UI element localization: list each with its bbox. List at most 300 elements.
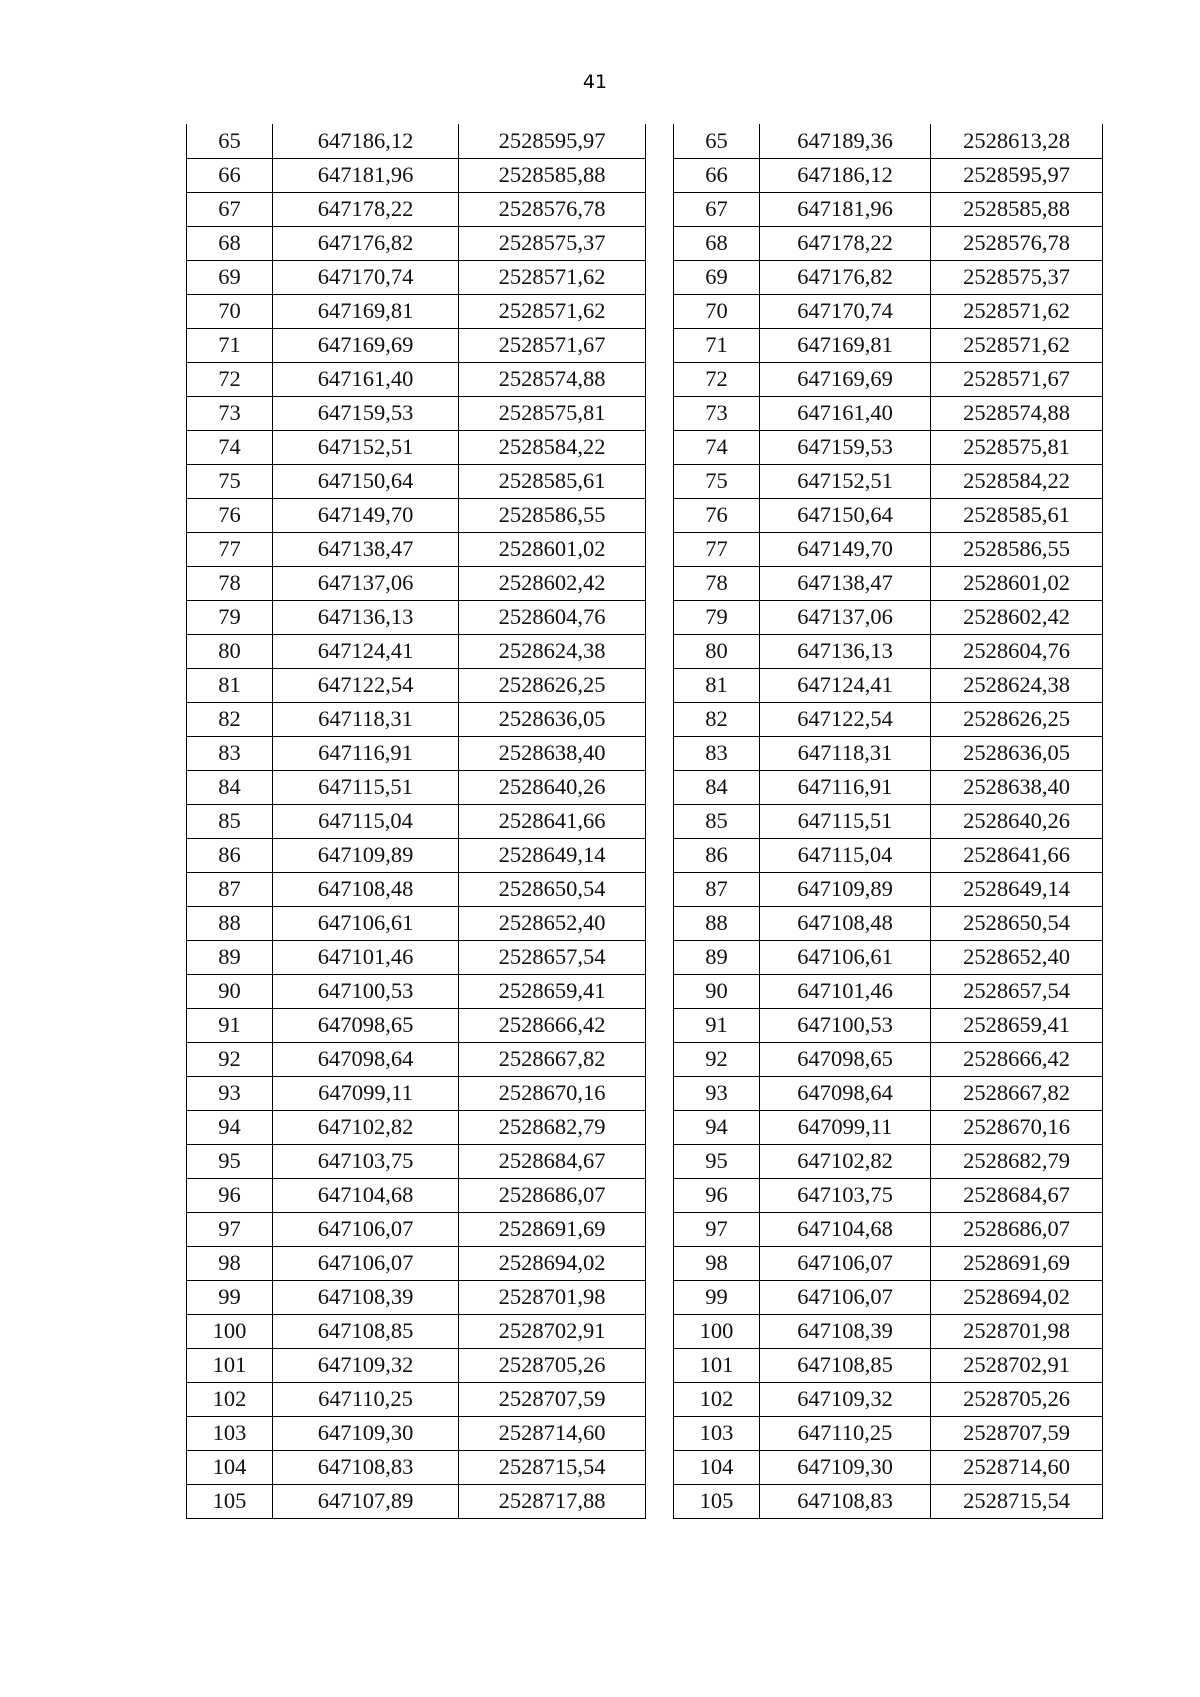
point-number-cell: 92	[187, 1042, 273, 1076]
x-coordinate-cell: 647098,64	[760, 1076, 931, 1110]
point-number-cell: 68	[674, 226, 760, 260]
table-row	[187, 1076, 646, 1110]
table-row	[674, 1280, 1103, 1314]
point-number-cell: 77	[674, 532, 760, 566]
y-coordinate-cell: 2528602,42	[931, 600, 1103, 634]
point-number-cell: 69	[187, 260, 273, 294]
y-coordinate-cell: 2528650,54	[931, 906, 1103, 940]
table-row	[674, 668, 1103, 702]
table-row	[674, 872, 1103, 906]
table-row	[674, 294, 1103, 328]
x-coordinate-cell: 647152,51	[273, 430, 459, 464]
table-row	[187, 1382, 646, 1416]
x-coordinate-cell: 647106,07	[273, 1246, 459, 1280]
point-number-cell: 82	[674, 702, 760, 736]
y-coordinate-cell: 2528670,16	[459, 1076, 646, 1110]
table-row	[674, 1042, 1103, 1076]
x-coordinate-cell: 647118,31	[273, 702, 459, 736]
y-coordinate-cell: 2528641,66	[459, 804, 646, 838]
x-coordinate-cell: 647108,39	[273, 1280, 459, 1314]
table-row	[187, 498, 646, 532]
x-coordinate-cell: 647170,74	[760, 294, 931, 328]
table-row	[674, 940, 1103, 974]
table-row	[674, 566, 1103, 600]
x-coordinate-cell: 647103,75	[760, 1178, 931, 1212]
y-coordinate-cell: 2528624,38	[459, 634, 646, 668]
x-coordinate-cell: 647108,39	[760, 1314, 931, 1348]
x-coordinate-cell: 647159,53	[760, 430, 931, 464]
x-coordinate-cell: 647176,82	[760, 260, 931, 294]
page-number: 41	[582, 71, 608, 93]
point-number-cell: 97	[674, 1212, 760, 1246]
point-number-cell: 72	[187, 362, 273, 396]
x-coordinate-cell: 647098,65	[760, 1042, 931, 1076]
y-coordinate-cell: 2528574,88	[459, 362, 646, 396]
table-row	[674, 464, 1103, 498]
x-coordinate-cell: 647106,61	[273, 906, 459, 940]
table-row	[187, 1246, 646, 1280]
y-coordinate-cell: 2528571,62	[931, 294, 1103, 328]
x-coordinate-cell: 647181,96	[760, 192, 931, 226]
y-coordinate-cell: 2528657,54	[459, 940, 646, 974]
x-coordinate-cell: 647149,70	[760, 532, 931, 566]
y-coordinate-cell: 2528667,82	[459, 1042, 646, 1076]
y-coordinate-cell: 2528604,76	[931, 634, 1103, 668]
point-number-cell: 68	[187, 226, 273, 260]
table-row	[674, 1348, 1103, 1382]
y-coordinate-cell: 2528595,97	[931, 158, 1103, 192]
x-coordinate-cell: 647116,91	[273, 736, 459, 770]
point-number-cell: 105	[674, 1484, 760, 1518]
point-number-cell: 91	[674, 1008, 760, 1042]
y-coordinate-cell: 2528571,62	[459, 294, 646, 328]
table-row	[187, 1348, 646, 1382]
table-row	[674, 498, 1103, 532]
table-row	[187, 1178, 646, 1212]
point-number-cell: 71	[674, 328, 760, 362]
y-coordinate-cell: 2528636,05	[931, 736, 1103, 770]
point-number-cell: 93	[187, 1076, 273, 1110]
table-row	[187, 1450, 646, 1484]
table-row	[187, 158, 646, 192]
table-row	[674, 1212, 1103, 1246]
point-number-cell: 73	[674, 396, 760, 430]
y-coordinate-cell: 2528585,61	[931, 498, 1103, 532]
y-coordinate-cell: 2528714,60	[459, 1416, 646, 1450]
x-coordinate-cell: 647152,51	[760, 464, 931, 498]
point-number-cell: 90	[187, 974, 273, 1008]
y-coordinate-cell: 2528691,69	[931, 1246, 1103, 1280]
y-coordinate-cell: 2528638,40	[931, 770, 1103, 804]
x-coordinate-cell: 647104,68	[760, 1212, 931, 1246]
x-coordinate-cell: 647109,32	[273, 1348, 459, 1382]
x-coordinate-cell: 647159,53	[273, 396, 459, 430]
x-coordinate-cell: 647106,61	[760, 940, 931, 974]
x-coordinate-cell: 647138,47	[273, 532, 459, 566]
x-coordinate-cell: 647169,81	[273, 294, 459, 328]
y-coordinate-cell: 2528575,37	[931, 260, 1103, 294]
x-coordinate-cell: 647101,46	[760, 974, 931, 1008]
table-row	[674, 770, 1103, 804]
y-coordinate-cell: 2528585,88	[931, 192, 1103, 226]
x-coordinate-cell: 647178,22	[273, 192, 459, 226]
table-row	[674, 1484, 1103, 1518]
y-coordinate-cell: 2528657,54	[931, 974, 1103, 1008]
x-coordinate-cell: 647108,83	[760, 1484, 931, 1518]
point-number-cell: 99	[187, 1280, 273, 1314]
x-coordinate-cell: 647110,25	[760, 1416, 931, 1450]
coordinates-table-left	[186, 124, 646, 1519]
y-coordinate-cell: 2528649,14	[931, 872, 1103, 906]
point-number-cell: 101	[674, 1348, 760, 1382]
y-coordinate-cell: 2528686,07	[459, 1178, 646, 1212]
y-coordinate-cell: 2528717,88	[459, 1484, 646, 1518]
y-coordinate-cell: 2528640,26	[459, 770, 646, 804]
table-row	[674, 736, 1103, 770]
point-number-cell: 95	[674, 1144, 760, 1178]
table-row	[674, 124, 1103, 158]
table-row	[187, 124, 646, 158]
table-row	[674, 396, 1103, 430]
table-row	[187, 226, 646, 260]
table-row	[187, 192, 646, 226]
point-number-cell: 67	[674, 192, 760, 226]
point-number-cell: 94	[187, 1110, 273, 1144]
y-coordinate-cell: 2528586,55	[459, 498, 646, 532]
y-coordinate-cell: 2528601,02	[931, 566, 1103, 600]
table-row	[674, 260, 1103, 294]
x-coordinate-cell: 647170,74	[273, 260, 459, 294]
point-number-cell: 98	[187, 1246, 273, 1280]
y-coordinate-cell: 2528684,67	[931, 1178, 1103, 1212]
y-coordinate-cell: 2528576,78	[459, 192, 646, 226]
y-coordinate-cell: 2528571,67	[931, 362, 1103, 396]
y-coordinate-cell: 2528575,81	[931, 430, 1103, 464]
y-coordinate-cell: 2528702,91	[459, 1314, 646, 1348]
point-number-cell: 91	[187, 1008, 273, 1042]
y-coordinate-cell: 2528701,98	[931, 1314, 1103, 1348]
point-number-cell: 97	[187, 1212, 273, 1246]
table-row	[674, 328, 1103, 362]
y-coordinate-cell: 2528707,59	[459, 1382, 646, 1416]
x-coordinate-cell: 647109,32	[760, 1382, 931, 1416]
point-number-cell: 89	[187, 940, 273, 974]
point-number-cell: 96	[674, 1178, 760, 1212]
point-number-cell: 88	[674, 906, 760, 940]
x-coordinate-cell: 647178,22	[760, 226, 931, 260]
y-coordinate-cell: 2528649,14	[459, 838, 646, 872]
coordinates-table-right	[673, 124, 1103, 1519]
point-number-cell: 87	[674, 872, 760, 906]
x-coordinate-cell: 647102,82	[760, 1144, 931, 1178]
x-coordinate-cell: 647103,75	[273, 1144, 459, 1178]
point-number-cell: 73	[187, 396, 273, 430]
table-row	[674, 158, 1103, 192]
point-number-cell: 92	[674, 1042, 760, 1076]
y-coordinate-cell: 2528715,54	[931, 1484, 1103, 1518]
y-coordinate-cell: 2528585,61	[459, 464, 646, 498]
y-coordinate-cell: 2528691,69	[459, 1212, 646, 1246]
y-coordinate-cell: 2528641,66	[931, 838, 1103, 872]
point-number-cell: 75	[187, 464, 273, 498]
x-coordinate-cell: 647122,54	[273, 668, 459, 702]
point-number-cell: 104	[674, 1450, 760, 1484]
x-coordinate-cell: 647106,07	[273, 1212, 459, 1246]
point-number-cell: 83	[187, 736, 273, 770]
point-number-cell: 101	[187, 1348, 273, 1382]
y-coordinate-cell: 2528571,62	[931, 328, 1103, 362]
y-coordinate-cell: 2528667,82	[931, 1076, 1103, 1110]
y-coordinate-cell: 2528705,26	[459, 1348, 646, 1382]
table-row	[187, 566, 646, 600]
point-number-cell: 102	[674, 1382, 760, 1416]
point-number-cell: 78	[674, 566, 760, 600]
table-row	[674, 600, 1103, 634]
x-coordinate-cell: 647169,81	[760, 328, 931, 362]
y-coordinate-cell: 2528670,16	[931, 1110, 1103, 1144]
x-coordinate-cell: 647122,54	[760, 702, 931, 736]
y-coordinate-cell: 2528707,59	[931, 1416, 1103, 1450]
y-coordinate-cell: 2528682,79	[459, 1110, 646, 1144]
x-coordinate-cell: 647136,13	[273, 600, 459, 634]
table-row	[674, 1450, 1103, 1484]
point-number-cell: 94	[674, 1110, 760, 1144]
x-coordinate-cell: 647099,11	[273, 1076, 459, 1110]
y-coordinate-cell: 2528638,40	[459, 736, 646, 770]
y-coordinate-cell: 2528652,40	[931, 940, 1103, 974]
table-row	[674, 634, 1103, 668]
table-row	[674, 430, 1103, 464]
x-coordinate-cell: 647124,41	[273, 634, 459, 668]
point-number-cell: 85	[674, 804, 760, 838]
y-coordinate-cell: 2528624,38	[931, 668, 1103, 702]
y-coordinate-cell: 2528585,88	[459, 158, 646, 192]
point-number-cell: 75	[674, 464, 760, 498]
y-coordinate-cell: 2528601,02	[459, 532, 646, 566]
point-number-cell: 81	[187, 668, 273, 702]
table-row	[674, 974, 1103, 1008]
point-number-cell: 66	[187, 158, 273, 192]
y-coordinate-cell: 2528575,81	[459, 396, 646, 430]
y-coordinate-cell: 2528574,88	[931, 396, 1103, 430]
point-number-cell: 72	[674, 362, 760, 396]
table-row	[674, 702, 1103, 736]
x-coordinate-cell: 647124,41	[760, 668, 931, 702]
point-number-cell: 81	[674, 668, 760, 702]
table-row	[187, 1008, 646, 1042]
point-number-cell: 84	[674, 770, 760, 804]
point-number-cell: 70	[187, 294, 273, 328]
table-row	[187, 328, 646, 362]
table-row	[187, 1110, 646, 1144]
table-row	[674, 1314, 1103, 1348]
x-coordinate-cell: 647189,36	[760, 124, 931, 158]
table-row	[674, 362, 1103, 396]
point-number-cell: 105	[187, 1484, 273, 1518]
table-row	[674, 906, 1103, 940]
point-number-cell: 66	[674, 158, 760, 192]
table-row	[187, 736, 646, 770]
x-coordinate-cell: 647115,51	[760, 804, 931, 838]
y-coordinate-cell: 2528571,67	[459, 328, 646, 362]
table-row	[674, 192, 1103, 226]
table-row	[187, 362, 646, 396]
table-row	[187, 1416, 646, 1450]
x-coordinate-cell: 647149,70	[273, 498, 459, 532]
point-number-cell: 103	[674, 1416, 760, 1450]
point-number-cell: 102	[187, 1382, 273, 1416]
point-number-cell: 95	[187, 1144, 273, 1178]
point-number-cell: 65	[674, 124, 760, 158]
x-coordinate-cell: 647101,46	[273, 940, 459, 974]
point-number-cell: 88	[187, 906, 273, 940]
point-number-cell: 104	[187, 1450, 273, 1484]
table-row	[187, 872, 646, 906]
table-row	[187, 702, 646, 736]
table-row	[674, 1144, 1103, 1178]
x-coordinate-cell: 647099,11	[760, 1110, 931, 1144]
y-coordinate-cell: 2528659,41	[931, 1008, 1103, 1042]
x-coordinate-cell: 647169,69	[273, 328, 459, 362]
point-number-cell: 99	[674, 1280, 760, 1314]
table-row	[187, 294, 646, 328]
point-number-cell: 85	[187, 804, 273, 838]
y-coordinate-cell: 2528636,05	[459, 702, 646, 736]
y-coordinate-cell: 2528613,28	[931, 124, 1103, 158]
x-coordinate-cell: 647116,91	[760, 770, 931, 804]
point-number-cell: 74	[674, 430, 760, 464]
x-coordinate-cell: 647169,69	[760, 362, 931, 396]
table-row	[187, 1280, 646, 1314]
y-coordinate-cell: 2528595,97	[459, 124, 646, 158]
y-coordinate-cell: 2528666,42	[459, 1008, 646, 1042]
y-coordinate-cell: 2528702,91	[931, 1348, 1103, 1382]
x-coordinate-cell: 647108,85	[760, 1348, 931, 1382]
y-coordinate-cell: 2528575,37	[459, 226, 646, 260]
table-row	[187, 1042, 646, 1076]
y-coordinate-cell: 2528659,41	[459, 974, 646, 1008]
point-number-cell: 71	[187, 328, 273, 362]
table-row	[187, 396, 646, 430]
table-row	[187, 1314, 646, 1348]
table-row	[674, 1008, 1103, 1042]
point-number-cell: 83	[674, 736, 760, 770]
x-coordinate-cell: 647138,47	[760, 566, 931, 600]
y-coordinate-cell: 2528715,54	[459, 1450, 646, 1484]
table-row	[674, 226, 1103, 260]
y-coordinate-cell: 2528684,67	[459, 1144, 646, 1178]
y-coordinate-cell: 2528705,26	[931, 1382, 1103, 1416]
point-number-cell: 74	[187, 430, 273, 464]
y-coordinate-cell: 2528652,40	[459, 906, 646, 940]
table-row	[187, 804, 646, 838]
point-number-cell: 70	[674, 294, 760, 328]
x-coordinate-cell: 647150,64	[760, 498, 931, 532]
x-coordinate-cell: 647137,06	[760, 600, 931, 634]
x-coordinate-cell: 647108,83	[273, 1450, 459, 1484]
table-row	[187, 770, 646, 804]
point-number-cell: 86	[674, 838, 760, 872]
point-number-cell: 84	[187, 770, 273, 804]
point-number-cell: 98	[674, 1246, 760, 1280]
point-number-cell: 96	[187, 1178, 273, 1212]
table-row	[674, 532, 1103, 566]
x-coordinate-cell: 647115,04	[273, 804, 459, 838]
table-row	[187, 1212, 646, 1246]
x-coordinate-cell: 647181,96	[273, 158, 459, 192]
y-coordinate-cell: 2528604,76	[459, 600, 646, 634]
x-coordinate-cell: 647109,89	[273, 838, 459, 872]
x-coordinate-cell: 647102,82	[273, 1110, 459, 1144]
table-row	[187, 940, 646, 974]
y-coordinate-cell: 2528626,25	[931, 702, 1103, 736]
y-coordinate-cell: 2528571,62	[459, 260, 646, 294]
table-row	[187, 838, 646, 872]
table-row	[187, 260, 646, 294]
point-number-cell: 79	[674, 600, 760, 634]
point-number-cell: 93	[674, 1076, 760, 1110]
table-row	[674, 1076, 1103, 1110]
point-number-cell: 76	[187, 498, 273, 532]
x-coordinate-cell: 647098,65	[273, 1008, 459, 1042]
table-row	[674, 1246, 1103, 1280]
y-coordinate-cell: 2528584,22	[931, 464, 1103, 498]
x-coordinate-cell: 647186,12	[760, 158, 931, 192]
x-coordinate-cell: 647109,30	[760, 1450, 931, 1484]
y-coordinate-cell: 2528686,07	[931, 1212, 1103, 1246]
point-number-cell: 90	[674, 974, 760, 1008]
point-number-cell: 100	[674, 1314, 760, 1348]
x-coordinate-cell: 647109,30	[273, 1416, 459, 1450]
x-coordinate-cell: 647136,13	[760, 634, 931, 668]
point-number-cell: 65	[187, 124, 273, 158]
point-number-cell: 69	[674, 260, 760, 294]
x-coordinate-cell: 647109,89	[760, 872, 931, 906]
x-coordinate-cell: 647176,82	[273, 226, 459, 260]
point-number-cell: 80	[674, 634, 760, 668]
x-coordinate-cell: 647161,40	[273, 362, 459, 396]
x-coordinate-cell: 647161,40	[760, 396, 931, 430]
y-coordinate-cell: 2528626,25	[459, 668, 646, 702]
x-coordinate-cell: 647108,48	[760, 906, 931, 940]
x-coordinate-cell: 647115,51	[273, 770, 459, 804]
table-row	[187, 974, 646, 1008]
point-number-cell: 100	[187, 1314, 273, 1348]
table-row	[187, 1144, 646, 1178]
table-row	[674, 1110, 1103, 1144]
y-coordinate-cell: 2528714,60	[931, 1450, 1103, 1484]
x-coordinate-cell: 647108,85	[273, 1314, 459, 1348]
x-coordinate-cell: 647106,07	[760, 1280, 931, 1314]
table-row	[674, 804, 1103, 838]
point-number-cell: 79	[187, 600, 273, 634]
x-coordinate-cell: 647107,89	[273, 1484, 459, 1518]
x-coordinate-cell: 647106,07	[760, 1246, 931, 1280]
table-row	[187, 430, 646, 464]
point-number-cell: 67	[187, 192, 273, 226]
table-row	[674, 1382, 1103, 1416]
y-coordinate-cell: 2528586,55	[931, 532, 1103, 566]
table-row	[187, 906, 646, 940]
table-row	[187, 668, 646, 702]
y-coordinate-cell: 2528584,22	[459, 430, 646, 464]
y-coordinate-cell: 2528666,42	[931, 1042, 1103, 1076]
point-number-cell: 82	[187, 702, 273, 736]
x-coordinate-cell: 647098,64	[273, 1042, 459, 1076]
table-row	[187, 634, 646, 668]
x-coordinate-cell: 647100,53	[273, 974, 459, 1008]
table-row	[187, 532, 646, 566]
